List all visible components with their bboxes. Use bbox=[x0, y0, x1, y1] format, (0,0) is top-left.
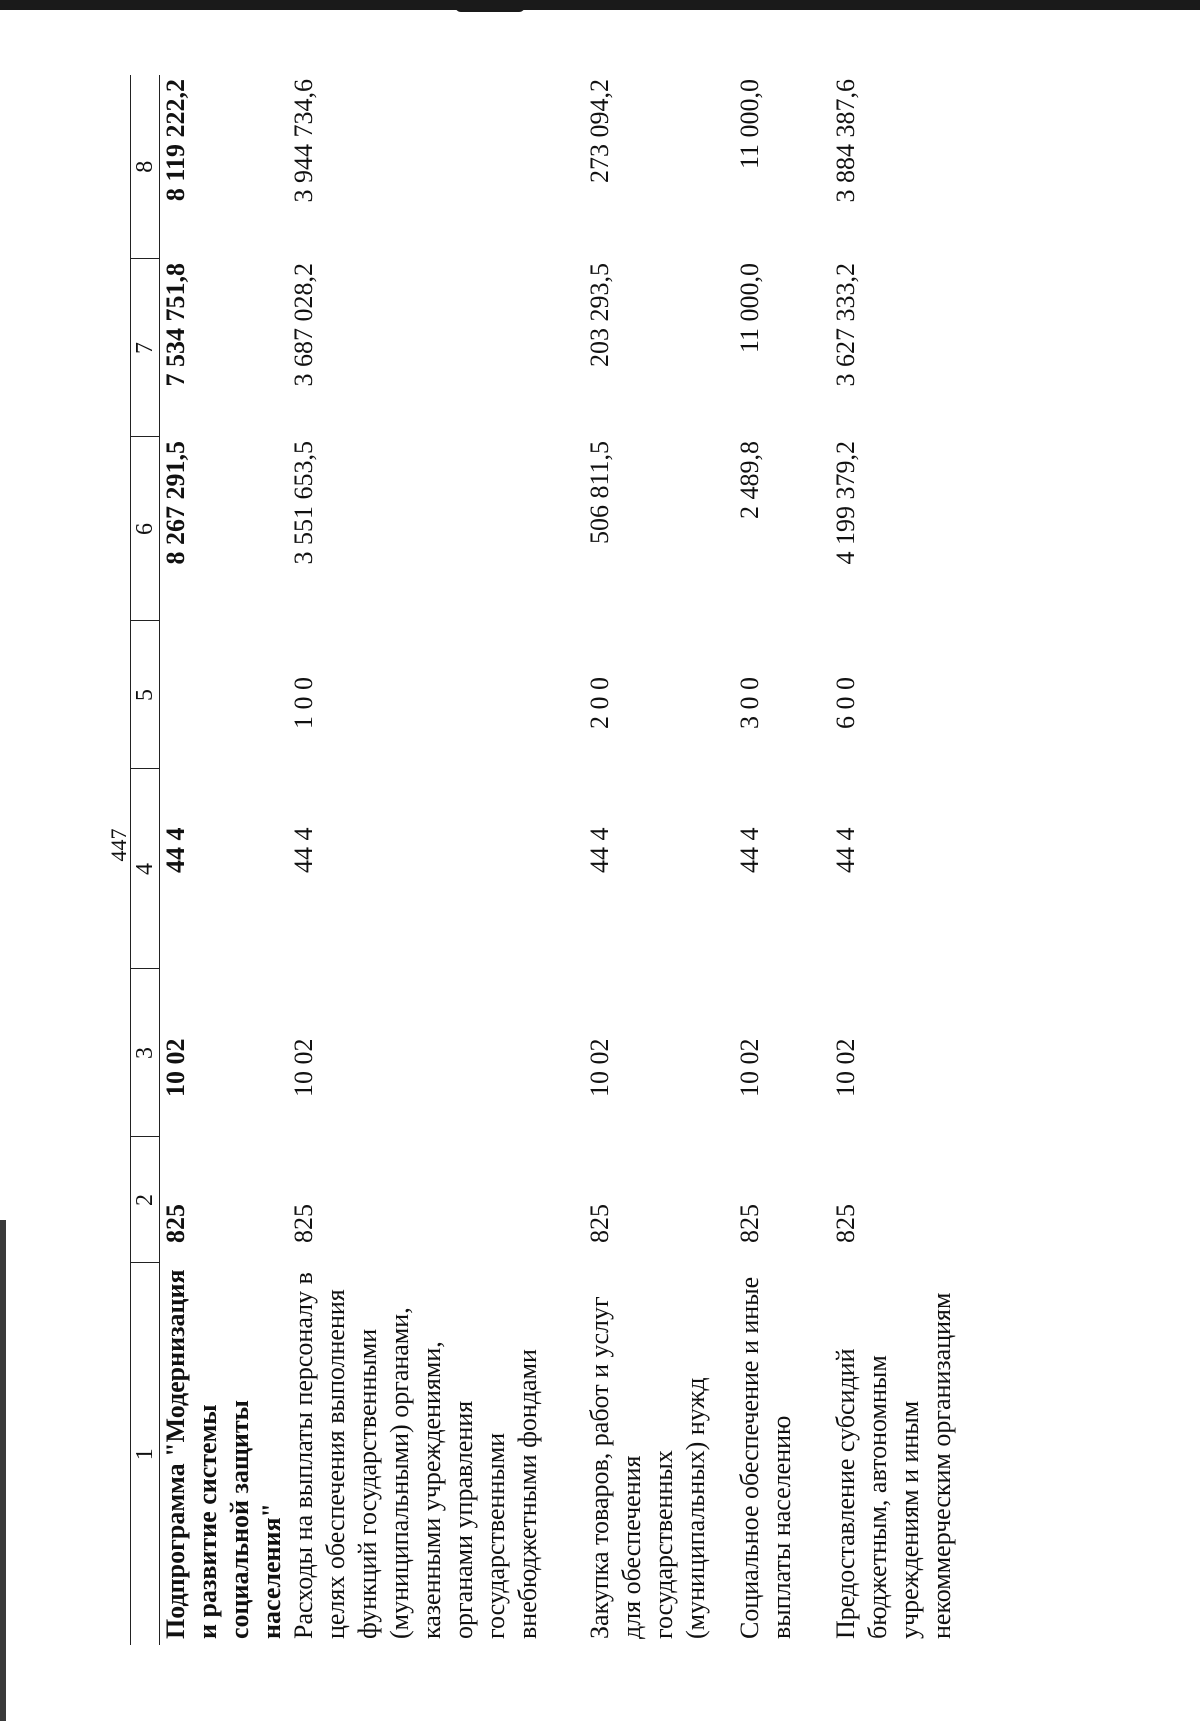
scan-top-edge-tab bbox=[455, 0, 525, 12]
column-header: 3 bbox=[131, 969, 160, 1137]
amount-cell-6: 4 199 379,2 bbox=[831, 441, 860, 565]
amount-cell-6: 2 489,8 bbox=[735, 441, 764, 519]
ministry-code-cell: 825 bbox=[289, 1204, 318, 1243]
amount-cell-7: 3 687 028,2 bbox=[289, 263, 318, 387]
amount-cell-6: 8 267 291,5 bbox=[161, 441, 190, 565]
column-header: 6 bbox=[131, 437, 160, 621]
column-header: 1 bbox=[131, 1263, 160, 1645]
table-row bbox=[830, 75, 958, 1645]
amount-cell-8: 3 944 734,6 bbox=[289, 79, 318, 203]
column-number-header-row bbox=[131, 75, 160, 1645]
target-item-cell: 44 4 bbox=[585, 827, 614, 873]
row-name-cell: Социальное обеспечение и иные выплаты населению bbox=[735, 1276, 796, 1639]
amount-cell-8: 273 094,2 bbox=[585, 79, 614, 183]
amount-cell-8: 8 119 222,2 bbox=[161, 79, 190, 202]
amount-cell-6: 3 551 653,5 bbox=[289, 441, 318, 565]
table-row bbox=[584, 75, 734, 1645]
target-item-cell: 44 4 bbox=[161, 827, 190, 873]
column-header: 5 bbox=[131, 621, 160, 769]
amount-cell-7: 7 534 751,8 bbox=[161, 263, 190, 387]
section-code-cell: 10 02 bbox=[735, 1038, 764, 1097]
section-code-cell: 10 02 bbox=[161, 1038, 190, 1097]
section-code-cell: 10 02 bbox=[831, 1038, 860, 1097]
expense-type-cell: 6 0 0 bbox=[831, 677, 860, 729]
amount-cell-7: 3 627 333,2 bbox=[831, 263, 860, 387]
budget-table bbox=[130, 75, 958, 1645]
amount-cell-8: 3 884 387,6 bbox=[831, 79, 860, 203]
table-row-subprogram bbox=[160, 75, 289, 1645]
expense-type-cell bbox=[160, 621, 289, 769]
amount-cell-7: 11 000,0 bbox=[735, 263, 764, 354]
target-item-cell: 44 4 bbox=[289, 827, 318, 873]
row-name-cell: Расходы на выплаты персоналу в целях обеспечения выполнения функций государственными (муниципальными) органами, казенными учреждениями, органами управления государственными внебюджетными фондами bbox=[289, 1272, 542, 1639]
page-number: 447 bbox=[106, 828, 131, 862]
row-name-cell: Закупка товаров, работ и услуг для обеспечения государственных (муниципальных) нужд bbox=[585, 1296, 710, 1639]
section-code-cell: 10 02 bbox=[585, 1038, 614, 1097]
column-header: 8 bbox=[131, 75, 160, 259]
ministry-code-cell: 825 bbox=[735, 1204, 764, 1243]
ministry-code-cell: 825 bbox=[831, 1204, 860, 1243]
expense-type-cell: 2 0 0 bbox=[585, 677, 614, 729]
row-name-cell: Подпрограмма "Модернизация и развитие системы социальной защиты населения" bbox=[161, 1269, 286, 1639]
table-row bbox=[734, 75, 830, 1645]
table-row bbox=[288, 75, 584, 1645]
section-code-cell: 10 02 bbox=[289, 1038, 318, 1097]
target-item-cell: 44 4 bbox=[735, 827, 764, 873]
scan-top-edge bbox=[0, 0, 1200, 10]
expense-type-cell: 3 0 0 bbox=[735, 677, 764, 729]
target-item-cell: 44 4 bbox=[831, 827, 860, 873]
column-header: 7 bbox=[131, 259, 160, 437]
ministry-code-cell: 825 bbox=[161, 1204, 190, 1243]
amount-cell-7: 203 293,5 bbox=[585, 263, 614, 367]
column-header: 4 bbox=[131, 769, 160, 969]
row-name-cell: Предоставление субсидий бюджетным, автономным учреждениям и иным некоммерческим организациям bbox=[831, 1292, 956, 1639]
amount-cell-8: 11 000,0 bbox=[735, 79, 764, 170]
ministry-code-cell: 825 bbox=[585, 1204, 614, 1243]
amount-cell-6: 506 811,5 bbox=[585, 441, 614, 545]
expense-type-cell: 1 0 0 bbox=[289, 677, 318, 729]
rotated-table-container bbox=[130, 75, 1160, 1645]
column-header: 2 bbox=[131, 1137, 160, 1263]
scan-left-edge bbox=[0, 1220, 6, 1721]
